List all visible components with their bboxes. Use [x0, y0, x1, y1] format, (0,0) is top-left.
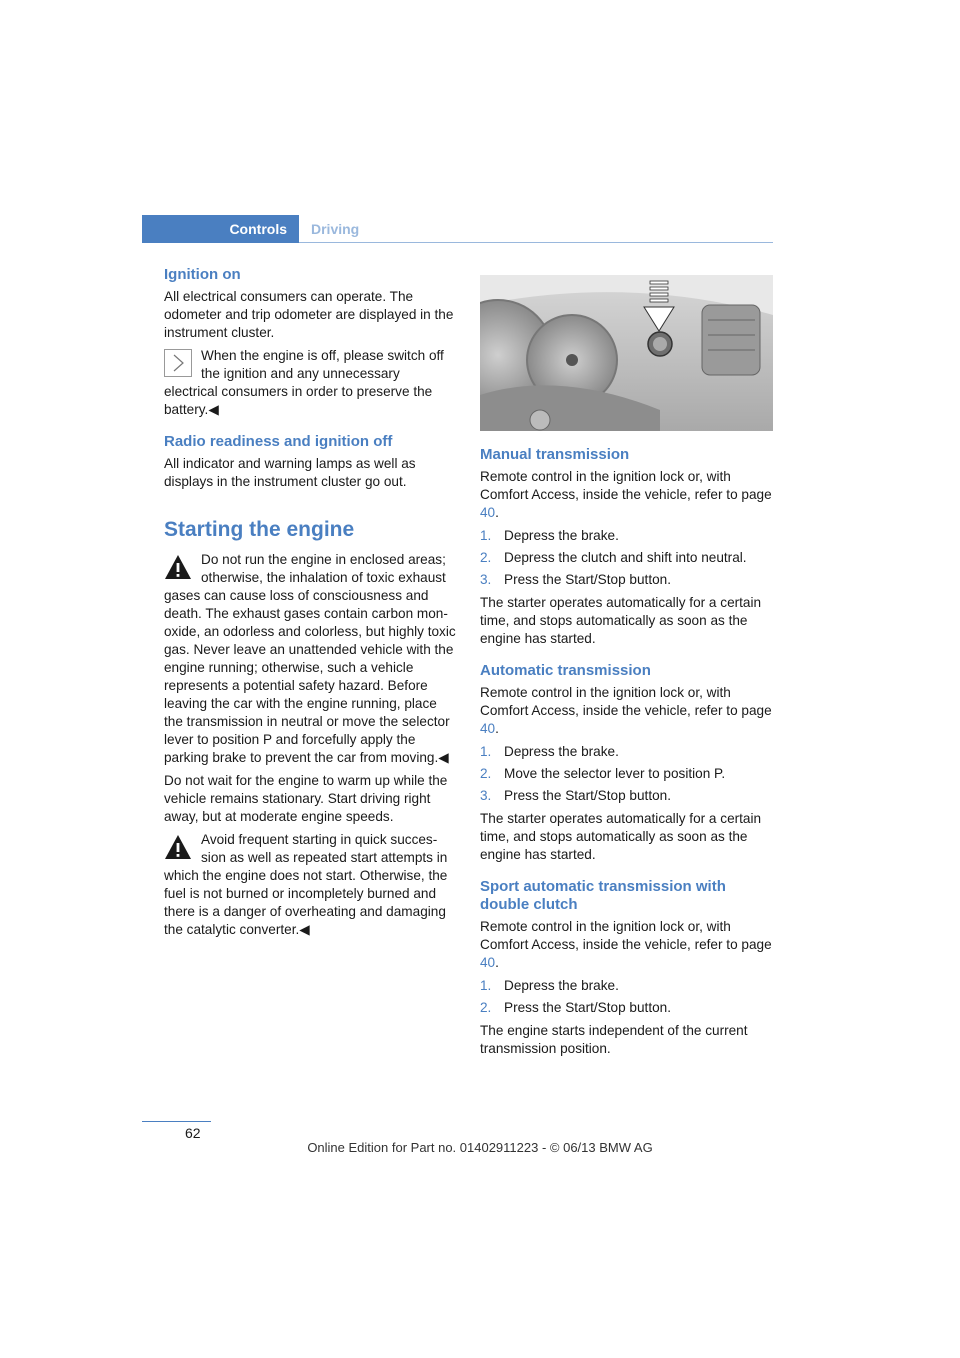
section-automatic-transmission [480, 662, 774, 864]
note-arrow-icon [164, 349, 192, 377]
step-number: 3. [480, 572, 492, 587]
step-text: Depress the brake. [504, 744, 619, 759]
warning-rest: gases can cause loss of consciousness and death. The exhaust gases contain carbon mon-oxide, an odorless and colorless, but highly toxic gas. Never leave an unattended vehicle with the engine running; otherwise, such a vehicle represents a potential safety hazard. Before leaving the car with the engine running, place the transmission in neutral or move the selector lever to position P and forcefully apply the parking brake to prevent the car from moving.◀ [164, 588, 456, 765]
warning-first-line: Avoid frequent starting in quick succes-sion as well as repeated start attempts in [201, 832, 448, 865]
step-text: Press the Start/Stop button. [504, 1000, 671, 1015]
page-header [142, 215, 773, 243]
note-rest: electrical consumers in order to preserve the battery.◀ [164, 384, 433, 417]
sport-intro-text: Remote control in the ignition lock or, with Comfort Access, inside the vehicle, refer to page [480, 919, 772, 952]
manual-intro: Remote control in the ignition lock or, with Comfort Access, inside the vehicle, refer to page 40. [480, 469, 772, 520]
list-item [480, 977, 774, 995]
step-number: 1. [480, 744, 492, 759]
radio-body: All indicator and warning lamps as well as displays in the instrument cluster go out. [164, 456, 416, 489]
page-link[interactable]: 40 [480, 721, 496, 736]
footer-rule [142, 1121, 211, 1122]
list-item [480, 527, 774, 545]
edition-notice: Online Edition for Part no. 01402911223 - © 06/13 BMW AG [307, 1140, 653, 1155]
section-title: Controls [229, 221, 287, 237]
section-manual-transmission [480, 446, 774, 648]
page-link[interactable]: 40 [480, 505, 496, 520]
list-item [480, 999, 774, 1017]
heading-automatic-transmission: Automatic transmission [480, 662, 651, 679]
step-number: 2. [480, 550, 492, 565]
heading-radio-readiness: Radio readiness and ignition off [164, 433, 393, 450]
right-column [480, 446, 774, 1072]
automatic-intro-text: Remote control in the ignition lock or, with Comfort Access, inside the vehicle, refer to page [480, 685, 772, 718]
warning-first-line: Do not run the engine in enclosed areas; otherwise, the inhalation of toxic exhaust [201, 552, 446, 585]
section-radio-readiness [164, 433, 458, 491]
automatic-outro: The starter operates automatically for a certain time, and stops automatically as soon as the engine has started. [480, 811, 762, 862]
step-number: 2. [480, 766, 492, 781]
subsection-title: Driving [311, 221, 360, 237]
heading-ignition-on: Ignition on [164, 266, 241, 283]
ignition-on-body: All electrical consumers can operate. The odometer and trip odometer are displayed in the instrument cluster. [164, 289, 454, 340]
heading-starting-engine: Starting the engine [164, 518, 355, 541]
section-ignition-on [164, 266, 458, 419]
list-item [480, 743, 774, 761]
step-text: Depress the brake. [504, 978, 619, 993]
manual-outro: The starter operates automatically for a certain time, and stops automatically as soon as the engine has started. [480, 595, 762, 646]
automatic-steps [480, 743, 774, 805]
header-rule [299, 242, 773, 243]
page-link[interactable]: 40 [480, 955, 496, 970]
warm-up-body: Do not wait for the engine to warm up while the vehicle remains stationary. Start driving right away, but at moderate engine speeds. [164, 773, 448, 824]
list-item [480, 787, 774, 805]
step-text: Press the Start/Stop button. [504, 572, 671, 587]
section-tab [142, 215, 299, 243]
warning-triangle-icon [164, 833, 192, 861]
warning-exhaust [164, 551, 458, 767]
note-ignition [164, 347, 458, 419]
heading-sport-automatic: Sport automatic transmission with double clutch [480, 878, 726, 913]
sport-steps [480, 977, 774, 1017]
step-text: Press the Start/Stop button. [504, 788, 671, 803]
list-item [480, 571, 774, 589]
left-column [164, 266, 458, 953]
step-text: Depress the clutch and shift into neutral. [504, 550, 747, 565]
automatic-intro: Remote control in the ignition lock or, with Comfort Access, inside the vehicle, refer to page 40. [480, 685, 772, 736]
sport-intro: Remote control in the ignition lock or, with Comfort Access, inside the vehicle, refer to page 40. [480, 919, 772, 970]
warning-triangle-icon [164, 553, 192, 581]
instrument-cluster-image [480, 275, 773, 431]
step-text: Move the selector lever to position P. [504, 766, 726, 781]
sport-outro: The engine starts independent of the current transmission position. [480, 1023, 748, 1056]
list-item [480, 765, 774, 783]
step-number: 1. [480, 978, 492, 993]
section-sport-automatic [480, 878, 774, 1058]
manual-intro-text: Remote control in the ignition lock or, with Comfort Access, inside the vehicle, refer to page [480, 469, 772, 502]
step-number: 2. [480, 1000, 492, 1015]
warning-rest: which the engine does not start. Otherwise, the fuel is not burned or incompletely burned and there is a danger of overheating and damaging the catalytic converter.◀ [164, 868, 448, 937]
manual-steps [480, 527, 774, 589]
page-number: 62 [185, 1125, 201, 1141]
warning-frequent-starting [164, 831, 458, 939]
step-number: 1. [480, 528, 492, 543]
start-stop-button-photo [480, 275, 773, 431]
step-number: 3. [480, 788, 492, 803]
note-first-line: When the engine is off, please switch off the ignition and any unnecessary [201, 348, 444, 381]
heading-manual-transmission: Manual transmission [480, 446, 630, 463]
section-starting-engine [164, 517, 458, 939]
step-text: Depress the brake. [504, 528, 619, 543]
list-item [480, 549, 774, 567]
